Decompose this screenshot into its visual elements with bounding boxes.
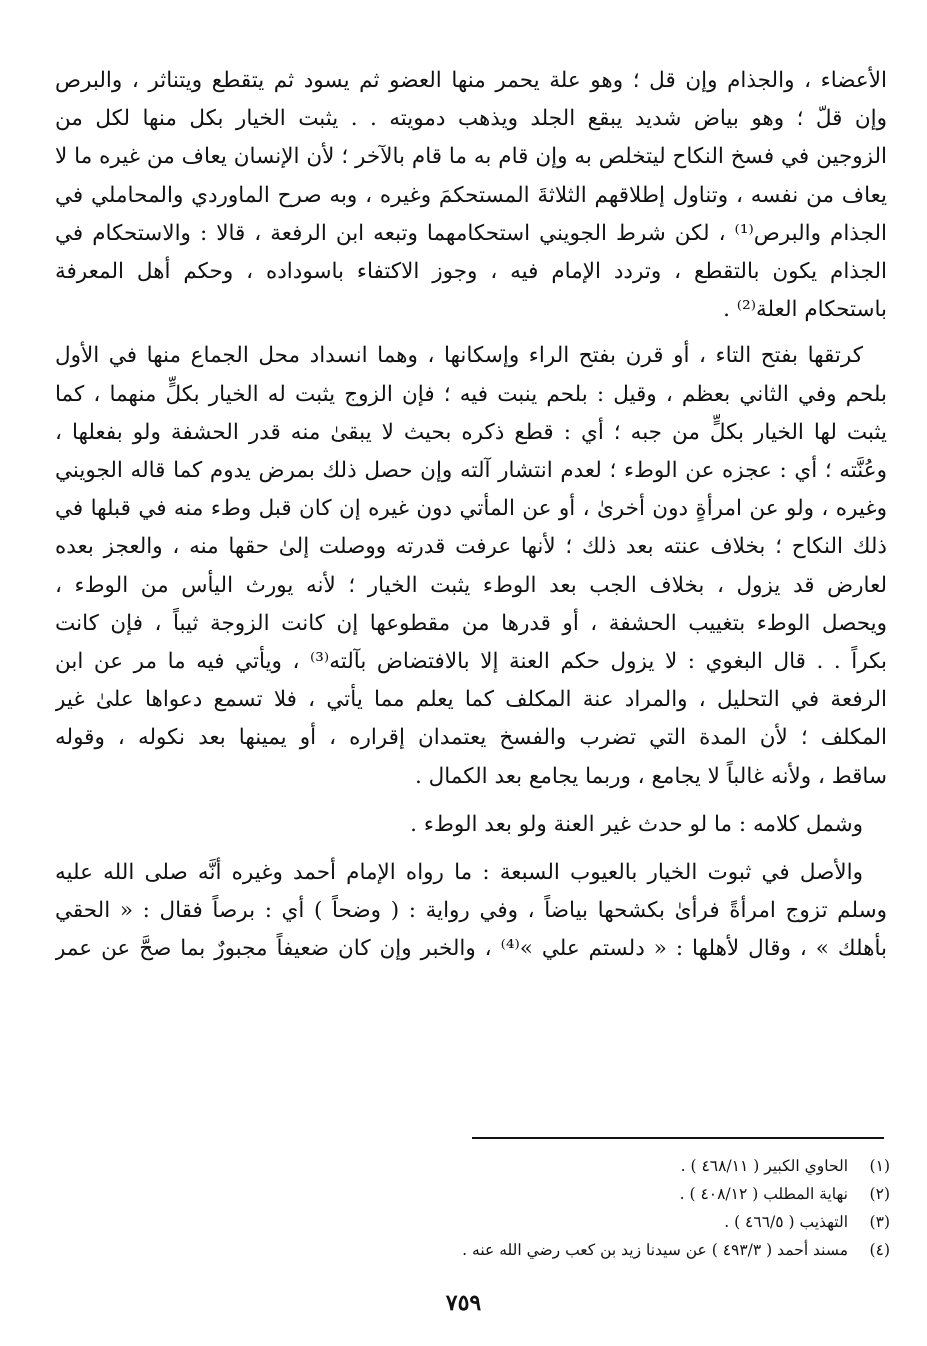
footnote-separator	[472, 1137, 884, 1139]
text-line: ساقط ، ولأنه غالباً لا يجامع ، وربما يجامع بعد الكمال .	[414, 763, 887, 789]
text-line: والأصل في ثبوت الخيار بالعيوب السبعة : ما رواه الإمام أحمد وغيره أنَّه صلى الله عليه	[55, 860, 863, 886]
text-line: بكراً . . قال البغوي : لا يزول حكم العنة إلا بالافتضاض بآلته⁽³⁾ ، ويأتي فيه ما مر عن ابن	[55, 649, 887, 675]
text-line: وعُنَّته ؛ أي : عجزه عن الوطء ؛ لعدم انتشار آلته وإن حصل ذلك بمرض يدوم كما قاله الجويني	[55, 458, 887, 484]
text-line: الجذام والبرص⁽¹⁾ ، لكن شرط الجويني استحكامهما وتبعه ابن الرفعة ، قالا : والاستحكام في	[55, 220, 887, 246]
footnotes	[380, 1152, 890, 1264]
text-line: يثبت لها الخيار بكلٍّ من جبه ؛ أي : قطع ذكره بحيث لا يبقىٰ منه قدر الحشفة ولو بفعلها ،	[55, 419, 887, 445]
footnote-text: الحاوي الكبير ( ٤٦٨/١١ ) .	[680, 1157, 848, 1175]
text-line: المكلف ؛ لأن المدة التي تضرب والفسخ يعتمدان إقراره ، أو يمينها بعد نكوله ، وقوله	[55, 725, 887, 751]
text-line: الرفعة في التحليل ، والمراد عنة المكلف كما يعلم مما يأتي ، فلا تسمع دعواها علىٰ غير	[55, 687, 887, 713]
paragraph-3	[55, 806, 887, 844]
text-line: وسلم تزوج امرأةً فرأىٰ بكشحها بياضاً ، وفي رواية : ( وضحاً ) أي : برصاً فقال : « الحقي	[55, 898, 887, 924]
text-line: وإن قلّ ؛ وهو بياض شديد يبقع الجلد ويذهب دمويته . . يثبت الخيار بكل منها لكل من	[55, 106, 887, 132]
footnote-number: (١)	[869, 1157, 890, 1175]
footnote-2	[380, 1180, 890, 1208]
footnote-text: نهاية المطلب ( ٤٠٨/١٢ ) .	[679, 1185, 848, 1203]
text-line: وشمل كلامه : ما لو حدث غير العنة ولو بعد الوطء .	[410, 811, 863, 837]
paragraph-4	[55, 854, 887, 969]
text-line: يعاف من نفسه ، وتناول إطلاقهم الثلاثةَ المستحكمَ وغيره ، وبه صرح الماوردي والمحاملي في	[55, 182, 887, 208]
footnote-number: (٣)	[869, 1213, 890, 1231]
footnote-4	[380, 1236, 890, 1264]
text-line: الجذام يكون بالتقطع ، وتردد الإمام فيه ، وجوز الاكتفاء باسوداده ، وحكم أهل المعرفة	[55, 259, 887, 285]
text-line: لعارض قد يزول ، بخلاف الجب بعد الوطء يثبت الخيار ؛ لأنه يورث اليأس من الوطء ،	[55, 572, 887, 598]
text-line: الزوجين في فسخ النكاح ليتخلص به وإن قام به ما قام بالآخر ؛ لأن الإنسان يعاف من غيره ما لا	[55, 144, 887, 170]
text-line: بلحم وفي الثاني بعظم ، وقيل : بلحم ينبت فيه ؛ فإن الزوج يثبت له الخيار بكلٍّ منهما ، كما	[55, 381, 887, 407]
text-line: الأعضاء ، والجذام وإن قل ؛ وهو علة يحمر منها العضو ثم يسود ثم يتقطع ويتناثر ، والبرص	[55, 68, 887, 93]
text-line: ويحصل الوطء بتغييب الحشفة ، أو قدرها من مقطوعها إن كانت الزوجة ثيباً ، فإن كانت	[55, 610, 887, 636]
paragraph-2	[55, 337, 887, 795]
paragraph-1	[55, 62, 887, 329]
page-number: ٧٥٩	[445, 1290, 482, 1316]
text-line: ذلك النكاح ؛ بخلاف عنته بعد ذلك ؛ لأنها عرفت قدرته ووصلت إلىٰ حقها منه ، والعجز بعده	[55, 534, 887, 560]
text-line: باستحكام العلة⁽²⁾ .	[723, 297, 887, 323]
text-line: وغيره ، ولو عن امرأةٍ دون أخرىٰ ، أو عن المأتي دون غيره إن كان قبل وطء منه في قبلها في	[55, 496, 887, 522]
footnote-number: (٤)	[869, 1241, 890, 1259]
footnote-number: (٢)	[869, 1185, 890, 1203]
main-text	[55, 62, 887, 969]
footnote-1	[380, 1152, 890, 1180]
footnote-3	[380, 1208, 890, 1236]
footnote-text: التهذيب ( ٤٦٦/٥ ) .	[724, 1213, 848, 1231]
text-line: بأهلك » ، وقال لأهلها : « دلستم علي »⁽⁴⁾ ، والخبر وإن كان ضعيفاً مجبورٌ بما صحَّ عن عمر	[55, 936, 887, 962]
text-line: كرتقها بفتح التاء ، أو قرن بفتح الراء وإسكانها ، وهما انسداد محل الجماع منها في الأول	[55, 343, 863, 369]
footnote-text: مسند أحمد ( ٤٩٣/٣ ) عن سيدنا زيد بن كعب رضي الله عنه .	[462, 1241, 848, 1259]
